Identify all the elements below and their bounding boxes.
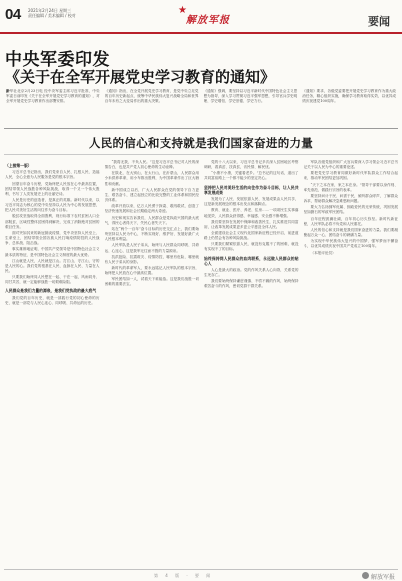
article-column — [204, 160, 299, 568]
page-footer — [4, 569, 398, 581]
article-paragraph: 百年征程波澜壮阔，百年初心历久弥坚。新时代新征程，人民军队必将不负党和人民重托。 — [303, 216, 398, 226]
article-paragraph: 新时代的革命军人，要永远铭记人民军队的根本宗旨，始终把人民放在心中最高位置。 — [104, 265, 199, 276]
article-paragraph: 站在“两个一百年”奋斗目标的历史交汇点上，我们要始终坚持以人民为中心，不断实现好、维护好、发展好最广大人民根本利益。 — [104, 226, 199, 242]
article-paragraph: 面对突如其来的新冠肺炎疫情，党中央坚持人民至上、生命至上，团结带领全国各族人民打响疫情防控的人民战争、总体战、阻击战。 — [5, 230, 100, 246]
seal-icon — [362, 572, 369, 579]
article-paragraph: 在陕北，在大别山，在太行山，在沂蒙山，人民群众用小米供养革命，用小车推出胜利，为中国革命作出了巨大牺牲和贡献。 — [104, 171, 199, 186]
page-header — [0, 0, 402, 34]
article-paragraph: 抗洪抢险、抗震救灾、疫情防控，哪里有危险，哪里就有人民子弟兵的身影。 — [104, 254, 199, 264]
article-subheading: 始终保持同人民群众的血肉联系，永远做人民群众的贴心人 — [204, 255, 299, 266]
lead-article-body — [6, 89, 396, 127]
article-paragraph: 军民团结如一人，试看天下谁能敌。这是我们战胜一切困难的重要法宝。 — [104, 277, 199, 287]
article-paragraph: 历史和现实告诉我们，人民群众是党执政兴国的最大底气，得民心者得天下，失民心者失天下。 — [104, 215, 199, 225]
article-paragraph: “我将无我，不负人民。”这是习近平总书记对人民的深情告白，也是共产党人初心使命的生动诠释。 — [104, 160, 199, 170]
newspaper-logo — [174, 6, 232, 24]
article-paragraph: 全面建设社会主义现代化国家新征程已经开启，前进道路上仍然会有各种风险挑战。 — [204, 230, 299, 241]
footer-stamp — [362, 570, 396, 581]
article-paragraph: 要把党史学习教育同做好新时代军队群众工作结合起来，推动军民团结更加巩固。 — [303, 171, 398, 181]
article-paragraph: 军队各级党组织和广大官兵要深入学习领会习近平总书记关于以人民为中心的重要论述。 — [303, 160, 398, 170]
section-label: 要闻 — [368, 15, 390, 28]
footer-meta: 第 4 版 · 要 闻 — [154, 573, 214, 578]
feature-headline: 人民的信心和支持就是我们国家奋进的力量 — [88, 136, 314, 150]
headline-rule — [4, 154, 398, 155]
article-column — [105, 160, 200, 568]
article-paragraph: 回望百年奋斗历程，党始终把人民放在心中最高位置，团结带领人民战胜各种风险挑战，取得一个又一个伟大胜利，书写了人类发展史上的壮丽史诗。 — [5, 181, 100, 196]
lead-subheadline: 《关于在全军开展党史学习教育的通知》 — [5, 68, 276, 86]
article-paragraph: 人民的信心和支持就是我们国家奋进的力量。我们要凝聚起万众一心、团结奋斗的磅礴力量。 — [303, 227, 398, 238]
article-paragraph: 只要我们紧紧依靠人民，就没有克服不了的困难，就没有实现不了的目标。 — [204, 242, 299, 252]
feature-article-body — [5, 160, 398, 568]
article-paragraph: 我们党的百年历史，就是一部践行党的初心使命的历史，就是一部党与人民心连心、同呼吸、共命运的历史。 — [5, 295, 100, 305]
article-subheading: 人民群众是我们力量的源泉，是我们党执政的最大底气 — [5, 288, 97, 294]
lead-column: 《通知》强调，要坚持以习近平新时代中国特色社会主义思想为指导，深入学习贯彻习近平强军思想，引导官兵学史明理、学史增信、学史崇德、学史力行。 — [203, 89, 298, 104]
article-paragraph: “天下之本在家，家之本在身。”领导干部要以身作则、率先垂范，做践行宗旨的表率。 — [303, 182, 398, 192]
article-column — [304, 160, 399, 568]
article-column — [5, 160, 100, 568]
article-paragraph: 脱贫攻坚战取得全面胜利，现行标准下农村贫困人口全部脱贫，区域性整体贫困得到解决，完成了消除绝对贫困的艰巨任务。 — [5, 214, 100, 229]
article-paragraph: 事实雄辩地证明，中国共产党领导是中国特色社会主义最本质的特征，是中国特色社会主义制度的最大优势。 — [5, 247, 100, 257]
issue-date: 2021年2月24日 星期三 — [28, 8, 72, 13]
article-paragraph: 江山就是人民，人民就是江山。打江山、守江山，守的是人民的心。我们党的根基在人民、血脉在人民、力量在人民。 — [5, 258, 100, 274]
article-paragraph: 人民军队是人民子弟兵，始终与人民群众同呼吸、共命运、心连心，这是我军无往而不胜的力量源泉。 — [104, 243, 199, 253]
lead-column: 《通知》要求，各级党委要把开展党史学习教育作为重大政治任务，精心组织实施，确保学习教育取得实效，以优异成绩庆祝建党100周年。 — [302, 89, 396, 104]
footer-stamp-text: 解放军报 — [371, 574, 396, 581]
issue-meta — [28, 8, 76, 18]
page-number: 04 — [5, 6, 21, 23]
article-paragraph: 我们要始终保持谦虚谨慎、不骄不躁的作风，始终保持艰苦奋斗的作风，密切党群干群关系。 — [204, 279, 299, 289]
lead-column: 《通知》指出，在全党开展党史学习教育，是党中央立足党的百年历史新起点、统筹中华民族伟大复兴战略全局和世界百年未有之大变局作出的重大决策。 — [104, 89, 199, 104]
lead-headline: 中央军委印发 — [5, 50, 110, 70]
section-divider — [4, 128, 398, 129]
article-paragraph: 党的十八大以来，习近平总书记多次深入贫困地区考察调研，看真贫、扶真贫，访民情、解民忧。 — [204, 160, 299, 170]
article-paragraph: 教育、就业、医疗、养老、住房……一项项民生实事落地见效，人民群众获得感、幸福感、安全感不断增强。 — [204, 208, 299, 218]
article-paragraph: 人心是最大的政治。党的作风关系人心向背，关系党的生死存亡。 — [204, 268, 299, 278]
article-paragraph: 只要我们始终同人民想在一起、干在一起，风雨同舟、同甘共苦，就一定能够战胜一切艰难险阻。 — [5, 275, 100, 285]
article-paragraph: “小康不小康，关键看老乡。”总书记的这句话，道出了共同富裕路上一个都不能少的坚定决心。 — [204, 171, 299, 181]
article-paragraph: 改革开放以来，亿万人民勇于探索、敢闯敢试，创造了经济快速发展和社会长期稳定两大奇迹。 — [104, 204, 199, 214]
article-paragraph: 要大力弘扬拥军优属、拥政爱民的光荣传统，巩固发展坚如磐石的军政军民团结。 — [303, 205, 398, 215]
newspaper-name: 解放军报 — [186, 15, 230, 26]
article-paragraph: 新中国成立以后，广大人民群众在党的领导下自力更生、艰苦奋斗，建立起独立的比较完整的工业体系和国民经济体系。 — [104, 187, 199, 203]
article-paragraph: 为实现中华民族伟大复兴的中国梦、强军梦而不懈奋斗，以优异成绩庆祝中国共产党成立100周年。 — [303, 239, 398, 249]
article-paragraph: （本报评论员） — [310, 250, 336, 255]
article-subheading: （上接第一版） — [5, 163, 32, 168]
star-icon: ★ — [178, 5, 187, 16]
article-paragraph: 人民是历史的创造者，是真正的英雄。新时代以来，以习近平同志为核心的党中央坚持以人民为中心的发展思想，把人民对美好生活的向往作为奋斗目标。 — [5, 197, 100, 213]
article-paragraph: 习近平总书记指出，我们党来自人民、扎根人民、造福人民，全心全意为人民服务是党的根本宗旨。 — [5, 170, 100, 180]
article-paragraph: 发展为了人民、发展依靠人民、发展成果由人民共享，这是新发展理念的根本出发点和落脚点。 — [204, 197, 299, 207]
issue-editors: 责任编辑 / 美术编辑 / 校对 — [28, 13, 76, 18]
article-paragraph: 要坚持问计于民、问需于民，倾听群众呼声，了解群众诉求，帮助群众解决急难愁盼问题。 — [303, 193, 398, 204]
article-paragraph: 我们要坚持在发展中保障和改善民生，扎实推进共同富裕，让改革发展成果更多更公平惠及全体人民。 — [204, 219, 299, 229]
lead-column: 新华社北京2月23日电 经中央军委主席习近平批准，中央军委日前印发《关于在全军开展党史学习教育的通知》，对全军开展党史学习教育作出部署安排。 — [6, 89, 100, 104]
article-subheading: 坚持把人民对美好生活的向往作为奋斗目标，让人民共享发展成果 — [204, 184, 299, 195]
